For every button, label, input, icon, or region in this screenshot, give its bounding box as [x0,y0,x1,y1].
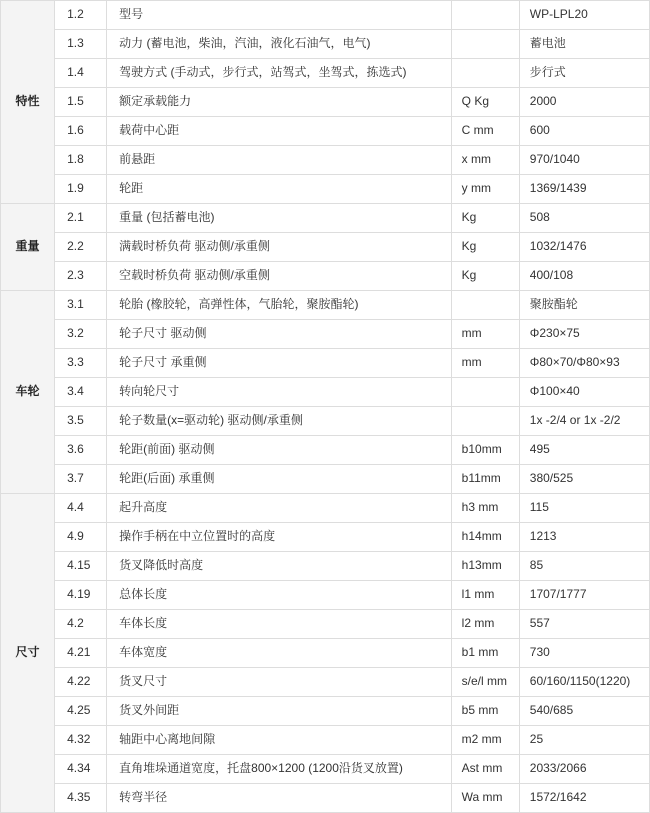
table-row [1,59,650,88]
spec-number-cell: 1.6 [55,117,107,146]
spec-value-cell: 115 [519,494,649,523]
table-row [1,320,650,349]
spec-number-cell: 1.2 [55,1,107,30]
table-row [1,175,650,204]
spec-number-cell: 3.3 [55,349,107,378]
table-row [1,639,650,668]
spec-unit-cell: mm [451,320,519,349]
spec-number-cell: 2.1 [55,204,107,233]
spec-number-cell: 4.22 [55,668,107,697]
spec-description-cell: 转弯半径 [107,784,452,813]
spec-value-cell: 1213 [519,523,649,552]
spec-value-cell: Φ230×75 [519,320,649,349]
table-row [1,407,650,436]
spec-number-cell: 3.4 [55,378,107,407]
table-row [1,349,650,378]
table-row [1,581,650,610]
table-row [1,291,650,320]
spec-value-cell: 540/685 [519,697,649,726]
spec-number-cell: 4.21 [55,639,107,668]
table-row [1,523,650,552]
spec-value-cell: 2000 [519,88,649,117]
spec-description-cell: 轮子尺寸 承重侧 [107,349,452,378]
spec-description-cell: 驾驶方式 (手动式，步行式，站驾式，坐驾式，拣选式) [107,59,452,88]
spec-number-cell: 2.3 [55,262,107,291]
spec-unit-cell: s/e/l mm [451,668,519,697]
spec-description-cell: 重量 (包括蓄电池) [107,204,452,233]
spec-description-cell: 轮距(前面) 驱动侧 [107,436,452,465]
spec-number-cell: 3.2 [55,320,107,349]
spec-value-cell: 400/108 [519,262,649,291]
spec-number-cell: 4.2 [55,610,107,639]
spec-number-cell: 4.34 [55,755,107,784]
spec-unit-cell: C mm [451,117,519,146]
spec-value-cell: 380/525 [519,465,649,494]
group-label-cell: 车轮 [1,291,55,494]
table-row [1,552,650,581]
table-row [1,146,650,175]
spec-unit-cell [451,291,519,320]
spec-unit-cell: b5 mm [451,697,519,726]
spec-unit-cell [451,378,519,407]
spec-unit-cell [451,30,519,59]
table-row [1,784,650,813]
spec-value-cell: 2033/2066 [519,755,649,784]
spec-value-cell: 85 [519,552,649,581]
spec-value-cell: 1032/1476 [519,233,649,262]
spec-unit-cell: m2 mm [451,726,519,755]
spec-value-cell: Φ80×70/Φ80×93 [519,349,649,378]
spec-number-cell: 4.32 [55,726,107,755]
spec-unit-cell: Wa mm [451,784,519,813]
spec-number-cell: 3.5 [55,407,107,436]
spec-number-cell: 3.7 [55,465,107,494]
table-row [1,436,650,465]
spec-unit-cell: h13mm [451,552,519,581]
spec-unit-cell: Q Kg [451,88,519,117]
spec-description-cell: 轮距(后面) 承重侧 [107,465,452,494]
spec-value-cell: 1x -2/4 or 1x -2/2 [519,407,649,436]
group-label-cell: 尺寸 [1,494,55,813]
spec-unit-cell: h14mm [451,523,519,552]
spec-unit-cell: b1 mm [451,639,519,668]
table-row [1,697,650,726]
spec-number-cell: 4.25 [55,697,107,726]
table-row [1,668,650,697]
spec-description-cell: 载荷中心距 [107,117,452,146]
spec-number-cell: 1.3 [55,30,107,59]
spec-number-cell: 4.9 [55,523,107,552]
spec-number-cell: 1.5 [55,88,107,117]
spec-description-cell: 额定承载能力 [107,88,452,117]
spec-description-cell: 动力 (蓄电池，柴油，汽油，液化石油气，电气) [107,30,452,59]
spec-unit-cell: b11mm [451,465,519,494]
spec-description-cell: 货叉外间距 [107,697,452,726]
spec-description-cell: 轴距中心离地间隙 [107,726,452,755]
table-row [1,755,650,784]
table-row [1,262,650,291]
spec-description-cell: 操作手柄在中立位置时的高度 [107,523,452,552]
spec-description-cell: 轮子尺寸 驱动侧 [107,320,452,349]
spec-description-cell: 空载时桥负荷 驱动侧/承重侧 [107,262,452,291]
table-row [1,494,650,523]
spec-unit-cell [451,407,519,436]
spec-unit-cell: l2 mm [451,610,519,639]
spec-number-cell: 4.19 [55,581,107,610]
spec-description-cell: 转向轮尺寸 [107,378,452,407]
spec-number-cell: 1.4 [55,59,107,88]
spec-unit-cell: Kg [451,262,519,291]
spec-value-cell: 蓄电池 [519,30,649,59]
spec-number-cell: 3.6 [55,436,107,465]
spec-unit-cell: Ast mm [451,755,519,784]
spec-value-cell: 508 [519,204,649,233]
spec-value-cell: 25 [519,726,649,755]
spec-number-cell: 3.1 [55,291,107,320]
table-row [1,465,650,494]
table-row [1,378,650,407]
spec-number-cell: 4.4 [55,494,107,523]
spec-description-cell: 车体长度 [107,610,452,639]
spec-unit-cell: mm [451,349,519,378]
spec-description-cell: 型号 [107,1,452,30]
spec-unit-cell: h3 mm [451,494,519,523]
spec-unit-cell: Kg [451,233,519,262]
table-row [1,204,650,233]
spec-description-cell: 总体长度 [107,581,452,610]
spec-unit-cell: l1 mm [451,581,519,610]
table-row [1,88,650,117]
spec-value-cell: 1369/1439 [519,175,649,204]
spec-value-cell: 495 [519,436,649,465]
spec-value-cell: 1572/1642 [519,784,649,813]
spec-number-cell: 4.35 [55,784,107,813]
spec-value-cell: Φ100×40 [519,378,649,407]
spec-unit-cell: x mm [451,146,519,175]
spec-number-cell: 4.15 [55,552,107,581]
spec-value-cell: 1707/1777 [519,581,649,610]
specification-table-body [1,1,650,813]
table-row [1,1,650,30]
spec-description-cell: 起升高度 [107,494,452,523]
spec-description-cell: 货叉降低时高度 [107,552,452,581]
spec-value-cell: 730 [519,639,649,668]
spec-value-cell: 60/160/1150(1220) [519,668,649,697]
spec-unit-cell: Kg [451,204,519,233]
spec-value-cell: WP-LPL20 [519,1,649,30]
spec-description-cell: 满载时桥负荷 驱动侧/承重侧 [107,233,452,262]
spec-value-cell: 557 [519,610,649,639]
table-row [1,117,650,146]
group-label-cell: 重量 [1,204,55,291]
spec-value-cell: 聚胺酯轮 [519,291,649,320]
spec-description-cell: 车体宽度 [107,639,452,668]
table-row [1,610,650,639]
spec-unit-cell [451,1,519,30]
spec-unit-cell [451,59,519,88]
spec-description-cell: 直角堆垛通道宽度，托盘800×1200 (1200沿货叉放置) [107,755,452,784]
spec-value-cell: 600 [519,117,649,146]
spec-description-cell: 前悬距 [107,146,452,175]
spec-number-cell: 2.2 [55,233,107,262]
spec-value-cell: 步行式 [519,59,649,88]
spec-description-cell: 轮胎 (橡胶轮，高弹性体，气胎轮，聚胺酯轮) [107,291,452,320]
spec-description-cell: 货叉尺寸 [107,668,452,697]
spec-value-cell: 970/1040 [519,146,649,175]
spec-description-cell: 轮子数量(x=驱动轮) 驱动侧/承重侧 [107,407,452,436]
table-row [1,233,650,262]
spec-number-cell: 1.9 [55,175,107,204]
table-row [1,30,650,59]
spec-number-cell: 1.8 [55,146,107,175]
group-label-cell: 特性 [1,1,55,204]
spec-unit-cell: b10mm [451,436,519,465]
table-row [1,726,650,755]
spec-description-cell: 轮距 [107,175,452,204]
spec-unit-cell: y mm [451,175,519,204]
